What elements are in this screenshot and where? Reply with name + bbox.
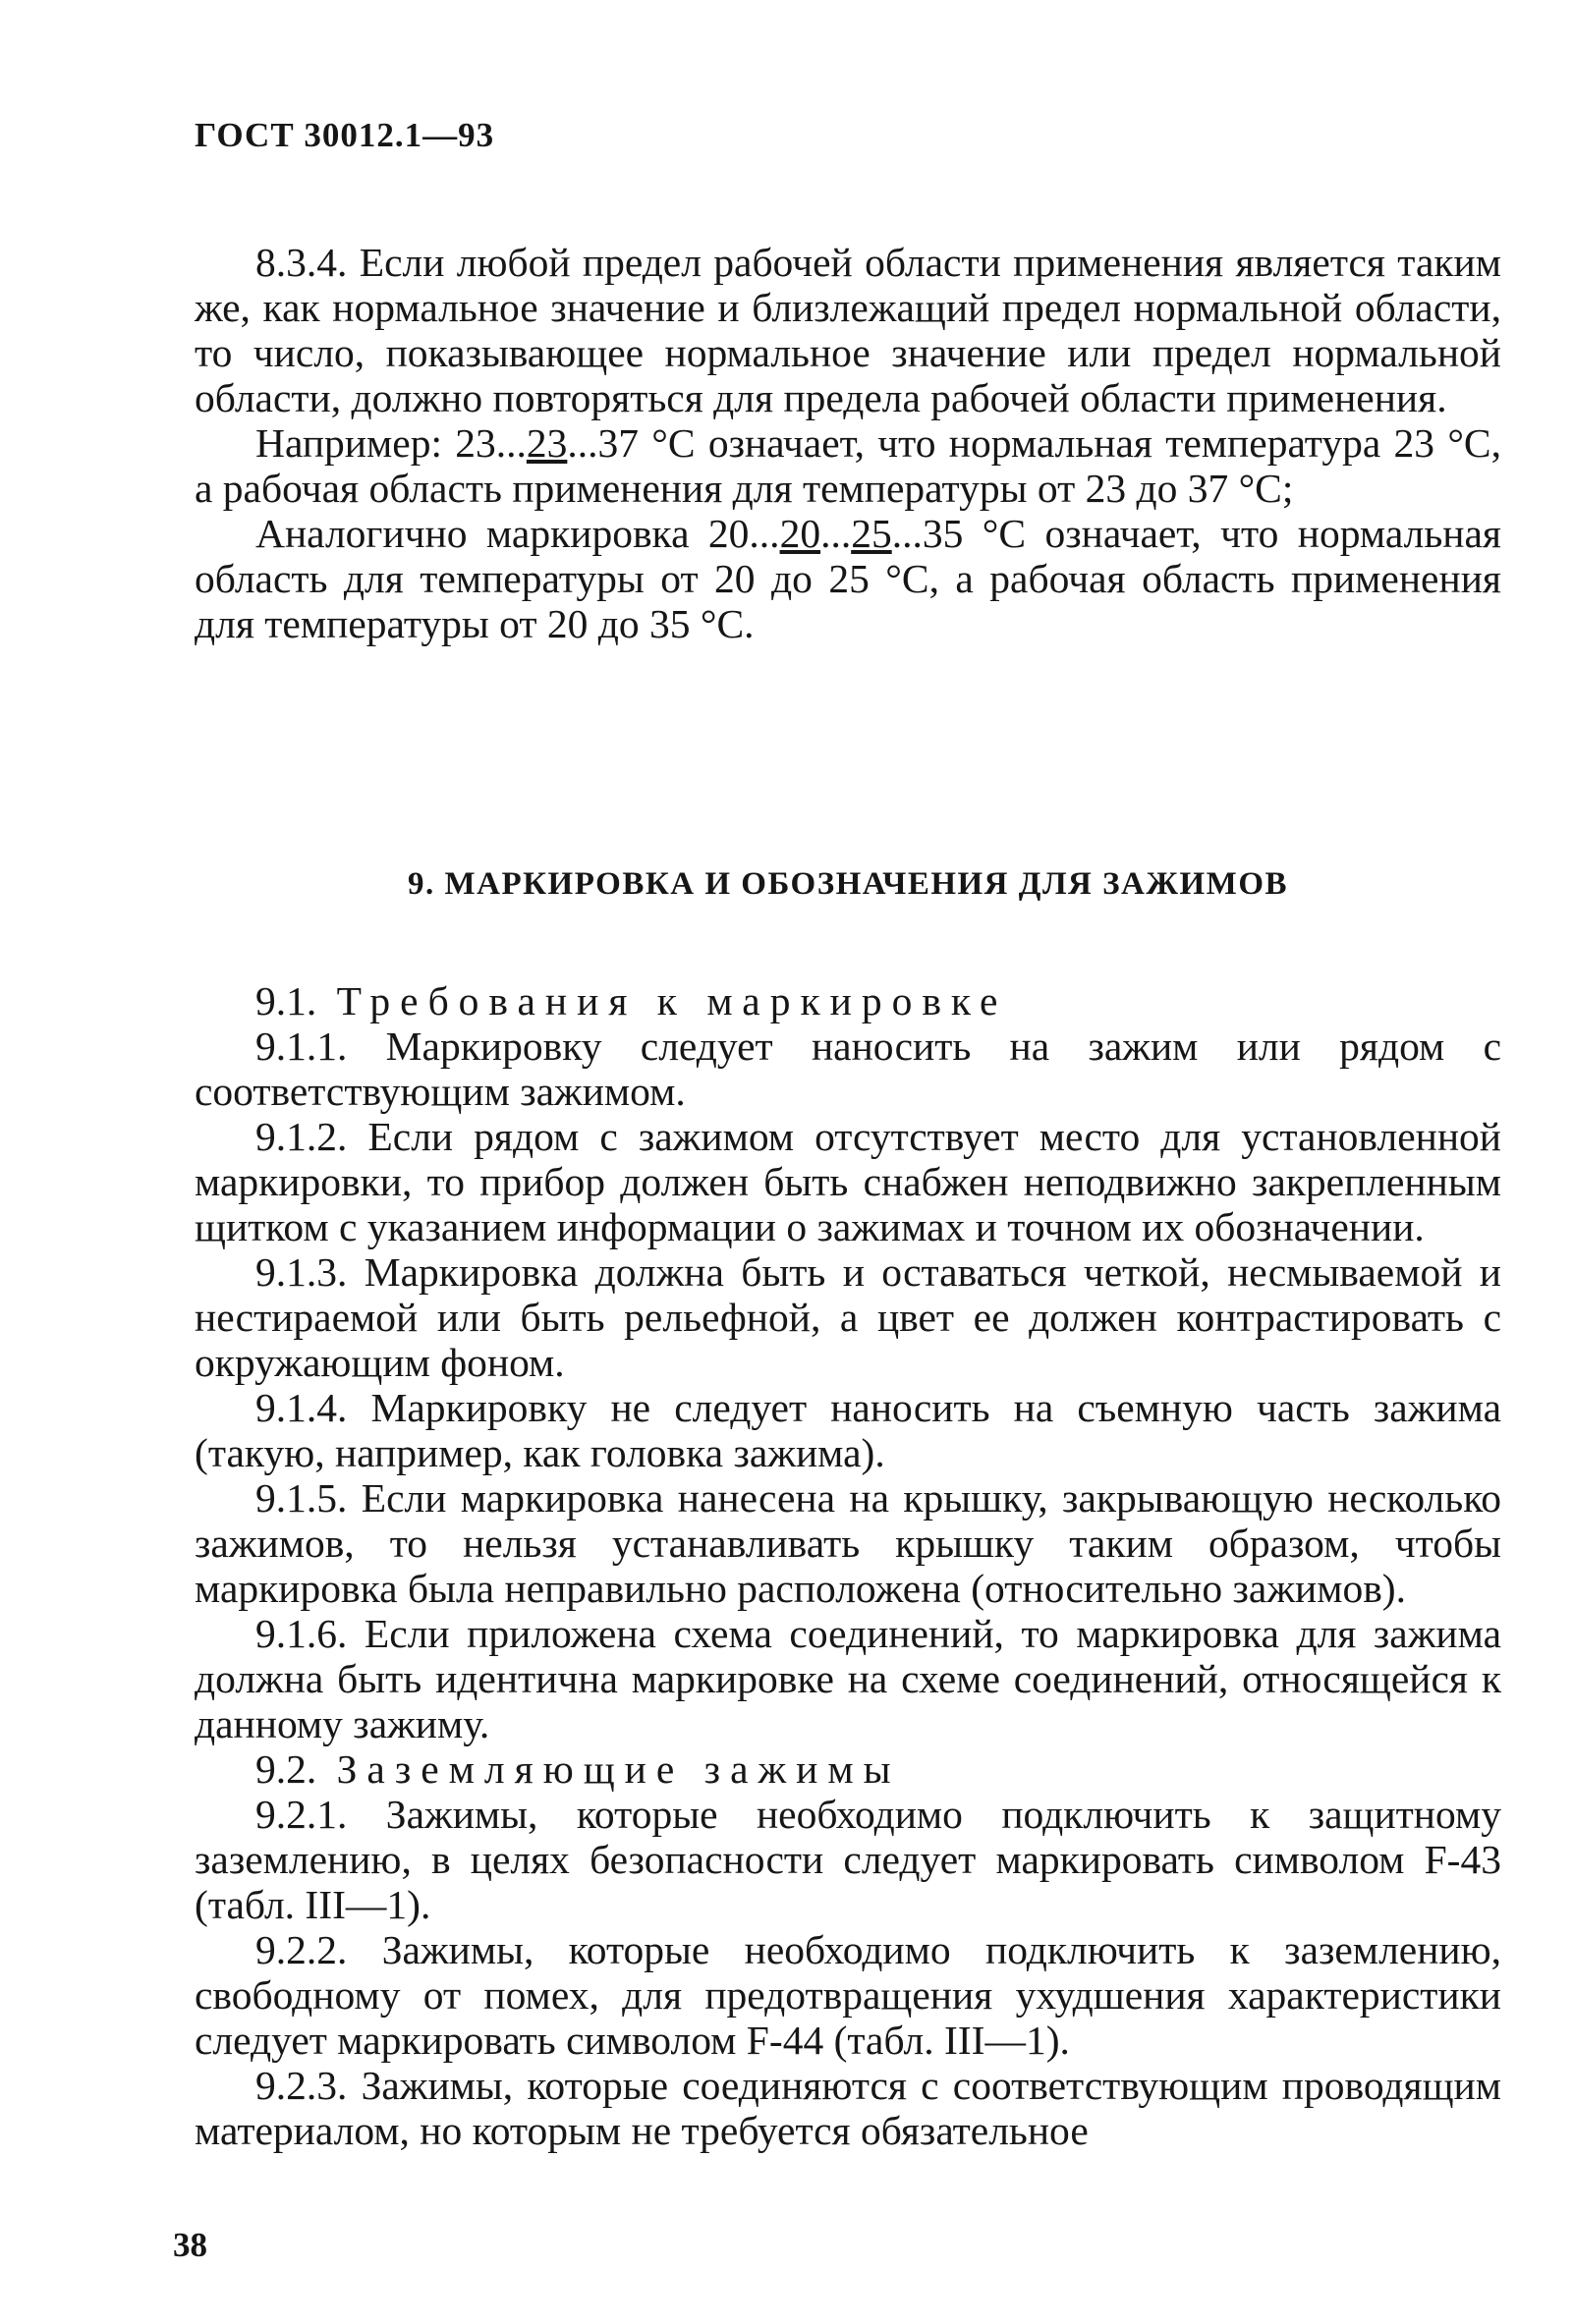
example-2-text-c: ... (820, 511, 852, 556)
paragraph-9-2-2: 9.2.2. Зажимы, которые необходимо подключить к заземлению, свободному от помех, для предотвращения ухудшения характеристики следует маркировать символом F-44 (табл. III—1). (195, 1927, 1501, 2063)
example-1-text-c: ...37 °С означает, что нормальная температура 23 °С, а рабочая область применения для температуры от 23 до 37 °С; (195, 420, 1501, 511)
example-2-text-e: ...35 °С означает, что нормальная область для температуры от 20 до 25 °С, а рабочая область применения для температуры от 20 до 35 °С. (195, 511, 1501, 646)
subsection-9-1-number: 9.1. (255, 978, 317, 1024)
document-header: ГОСТ 30012.1—93 (195, 116, 495, 154)
paragraph-9-2-1: 9.2.1. Зажимы, которые необходимо подключить к защитному заземлению, в целях безопасности следует маркировать символом F-43 (табл. III—1). (195, 1792, 1501, 1927)
paragraph-9-2-3: 9.2.3. Зажимы, которые соединяются с соответствующим проводящим материалом, но которым не требуется обязательное (195, 2063, 1501, 2153)
paragraph-9-1-5: 9.1.5. Если маркировка нанесена на крышку, закрывающую несколько зажимов, то нельзя устанавливать крышку таким образом, чтобы маркировка была неправильно расположена (относительно зажимов). (195, 1475, 1501, 1611)
subsection-9-1-heading (195, 978, 1501, 1024)
subsection-9-2-heading (195, 1746, 1501, 1792)
paragraph-9-1-2: 9.1.2. Если рядом с зажимом отсутствует место для установленной маркировки, то прибор должен быть снабжен неподвижно закрепленным щитком с указанием информации о зажимах и точном их обозначении. (195, 1114, 1501, 1249)
section-9-title: 9. МАРКИРОВКА И ОБОЗНАЧЕНИЯ ДЛЯ ЗАЖИМОВ (407, 866, 1289, 902)
paragraph-9-1-6: 9.1.6. Если приложена схема соединений, то маркировка для зажима должна быть идентична маркировке на схеме соединений, относящейся к данному зажиму. (195, 1611, 1501, 1746)
subsection-9-2-number: 9.2. (255, 1746, 317, 1792)
subsection-9-2-title: Заземляющие зажимы (336, 1746, 901, 1792)
example-2-underlined-value-2: 25 (851, 511, 892, 556)
example-1-text-a: Например: 23... (255, 420, 527, 466)
paragraph-example-1 (195, 420, 1501, 511)
example-1-underlined-value: 23 (526, 420, 568, 466)
page-number: 38 (173, 2226, 207, 2264)
paragraph-8-3-4: 8.3.4. Если любой предел рабочей области применения является таким же, как нормальное значение и близлежащий предел нормальной области, то число, показывающее нормальное значение или предел нормальной области, должно повторяться для предела рабочей области применения. (195, 240, 1501, 420)
example-2-underlined-value-1: 20 (779, 511, 821, 556)
paragraph-9-1-3: 9.1.3. Маркировка должна быть и оставаться четкой, несмываемой и нестираемой или быть рельефной, а цвет ее должен контрастировать с окружающим фоном. (195, 1249, 1501, 1385)
paragraph-9-1-4: 9.1.4. Маркировку не следует наносить на съемную часть зажима (такую, например, как головка зажима). (195, 1385, 1501, 1475)
example-2-text-a: Аналогично маркировка 20... (255, 511, 780, 556)
subsection-9-1-title: Требования к маркировке (336, 978, 1008, 1024)
paragraph-9-1-1: 9.1.1. Маркировку следует наносить на зажим или рядом с соответствующим зажимом. (195, 1024, 1501, 1114)
section-8-block (195, 240, 1501, 646)
section-9-block (195, 978, 1501, 2153)
paragraph-example-2 (195, 511, 1501, 646)
